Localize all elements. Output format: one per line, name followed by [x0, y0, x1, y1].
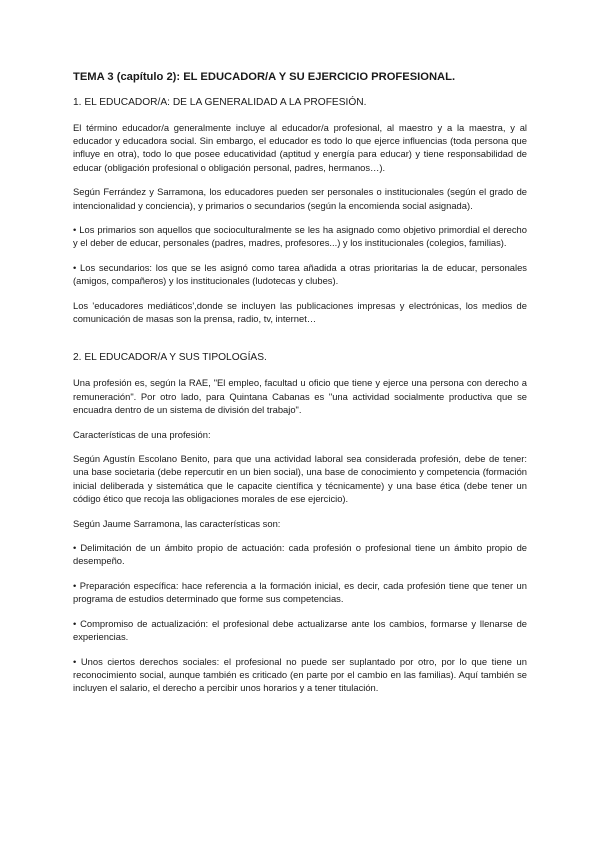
- section-2-bullet: • Preparación específica: hace referencia a la formación inicial, es decir, cada profesión tiene que tener un programa de estudios determinado que forme sus competencias.: [73, 580, 527, 605]
- section-1-bullet: • Los primarios son aquellos que socioculturalmente se les ha asignado como objetivo primordial el derecho y el deber de educar, personales (padres, madres, profesores...) y los institucionales (colegios, familias).: [73, 224, 527, 249]
- section-1-heading: 1. EL EDUCADOR/A: DE LA GENERALIDAD A LA PROFESIÓN.: [73, 97, 367, 108]
- section-2-bullet: • Unos ciertos derechos sociales: el profesional no puede ser suplantado por otro, por lo que tiene un reconocimiento social, aunque también es criticado (en parte por el cambio en las familias). Aquí también se incluyen el salario, el derecho a percibir unos horarios y a tener titulación.: [73, 655, 527, 694]
- section-1-bullet: • Los secundarios: los que se les asignó como tarea añadida a otras prioritarias la de educar, personales (amigos, compañeros) y los institucionales (ludotecas y clubes).: [73, 262, 527, 287]
- section-2-bullet: • Delimitación de un ámbito propio de actuación: cada profesión o profesional tiene un ámbito propio de desempeño.: [73, 542, 527, 567]
- section-1-paragraph: Los 'educadores mediáticos',donde se incluyen las publicaciones impresas y electrónicas, los medios de comunicación de masas son la prensa, radio, tv, internet…: [73, 300, 527, 325]
- section-2-paragraph: Según Jaume Sarramona, las características son:: [73, 517, 281, 529]
- section-1-paragraph: Según Ferrández y Sarramona, los educadores pueden ser personales o institucionales (según el grado de intencionalidad y conciencia), y primarios o secundarios (según la encomienda social asignada).: [73, 186, 527, 211]
- section-2-paragraph: Una profesión es, según la RAE, "El empleo, facultad u oficio que tiene y ejerce una persona con derecho a remuneración". Por otro lado, para Quintana Cabanas es "una actividad socialmente productiva que se encuadra dentro de un sistema de división del trabajo".: [73, 377, 527, 415]
- section-2-subheading: Características de una profesión:: [73, 428, 211, 440]
- section-2-heading: 2. EL EDUCADOR/A Y SUS TIPOLOGÍAS.: [73, 352, 267, 364]
- document-title: TEMA 3 (capítulo 2): EL EDUCADOR/A Y SU EJERCICIO PROFESIONAL.: [73, 71, 456, 83]
- section-2-paragraph: Según Agustín Escolano Benito, para que una actividad laboral sea considerada profesión, debe de tener: una base societaria (debe repercutir en un bien social), una base de conocimiento y competencia (formación inicial deliberada y sistemática que le capacite científica y técnicamente) y una base ética (debe tener un código ético que recoja las obligaciones morales de ese ejercicio).: [73, 453, 527, 504]
- section-1-paragraph: El término educador/a generalmente incluye al educador/a profesional, al maestro y a la maestra, y al educador y educadora social. Sin embargo, el educador es todo lo que ejerce influencias (toda persona que influye en otra), todo lo que posee educatividad (aptitud y energía para educar) y tiene responsabilidad de educar (obligación profesional o obligación personal, padres, hermanos…).: [73, 122, 527, 173]
- section-2-bullet: • Compromiso de actualización: el profesional debe actualizarse ante los cambios, formarse y llenarse de experiencias.: [73, 618, 527, 643]
